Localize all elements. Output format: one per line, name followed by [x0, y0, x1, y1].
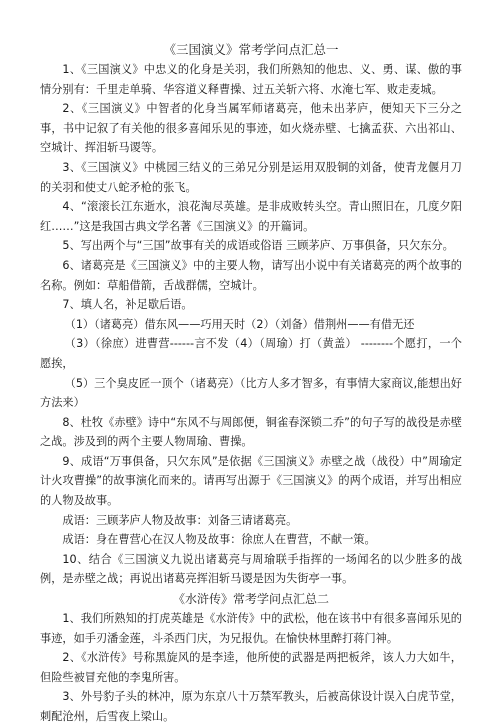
paragraph: 10、结合《三国演义九说出诸葛亮与周瑜联手指挥的一场闻名的以少胜多的战例，是赤壁之战；再说出诸葛亮挥泪斩马谡是因为失街亭一事。: [40, 552, 462, 586]
paragraph: 成语：身在曹营心在汉人物及故事：徐庶人在曹营，不献一策。: [62, 533, 376, 547]
paragraph: （1）（诸葛亮）借东风——巧用天时（2）（刘备）借荆州——有借无还: [64, 317, 415, 331]
paragraph: 1、《三国演义》中忠义的化身是关羽，我们所熟知的他忠、义、勇、谋、傲的事情分别有：千里走单骑、华容道义释曹操、过五关斩六将、水淹七军、败走麦城。: [40, 63, 462, 96]
paragraph: 9、成语“万事俱备，只欠东风”是依据《三国演义》赤壁之战（战役）中”周瑜定计火攻曹操”的故事演化而来的。请再写出源于《三国演义》的两个成语，并写出相应的人物及故事。: [40, 454, 462, 508]
paragraph: 8、杜牧《赤壁》诗中“东风不与周郎便，铜雀春深锁二乔”的句子写的战役是赤壁之战。涉及到的两个主要人物周瑜、曹操。: [40, 415, 462, 449]
section-title-three-kingdoms: 《三国演义》常考学问点汇总一: [163, 42, 339, 57]
paragraph: （3）（徐庶）进曹营------言不发（4）（周瑜）打（黄盖） --------个愿打，一个愿挨，: [40, 337, 462, 370]
paragraph: 3、外号豹子头的林冲，原为东京八十万禁军教头，后被高俅设计误入白虎节堂，刺配沧州，后雪夜上梁山。: [40, 690, 462, 723]
paragraph: 5、写出两个与“三国”故事有关的成语或俗语 三顾茅庐、万事俱备，只欠东分。: [62, 239, 454, 253]
paragraph: 2、《水浒传》号称黑旋风的是李逵，他所使的武器是两把板斧，该人力大如牛，但险些被冒充他的李鬼所害。: [40, 651, 462, 684]
paragraph: 成语：三顾茅庐人物及故事：刘备三请诸葛亮。: [62, 513, 298, 527]
paragraph: 7、填人名，补足歇后语。: [62, 298, 193, 312]
paragraph: 6、诸葛亮是《三国演义》中的主要人物，请写出小说中有关诸葛亮的两个故事的名称。例如：草船借箭，舌战群儒，空城计。: [40, 258, 462, 292]
paragraph: 4、“滚滚长江东逝水，浪花淘尽英雄。是非成败转头空。青山照旧在，几度夕阳红……”这是我国古典文学名著《三国演义》的开篇词。: [40, 200, 462, 233]
paragraph: 2、《三国演义》中智者的化身当属军师诸葛亮，他未出茅庐，便知天下三分之事，书中记叙了有关他的很多喜闻乐见的事迹，如火烧赤壁、七擒孟获、六出祁山、空城计、挥泪斩马谡等。: [40, 102, 462, 155]
paragraph: 1、我们所熟知的打虎英雄是《水浒传》中的武松，他在该书中有很多喜闻乐见的事迹，如手刃潘金莲，斗杀西门庆，为兄报仇。在愉快林里醉打蒋门神。: [40, 612, 462, 645]
paragraph: （5）三个臭皮匠一顶个（诸葛亮）（比方人多才智多，有事情大家商议,能想出好方法来）: [40, 376, 462, 410]
section-title-water-margin: 《水浒传》常考学问点汇总二: [172, 592, 329, 607]
paragraph: 3、《三国演义》中桃园三结义的三弟兄分别是运用双股铜的刘备，使青龙偃月刀的关羽和使丈八蛇矛枪的张飞。: [40, 160, 462, 194]
